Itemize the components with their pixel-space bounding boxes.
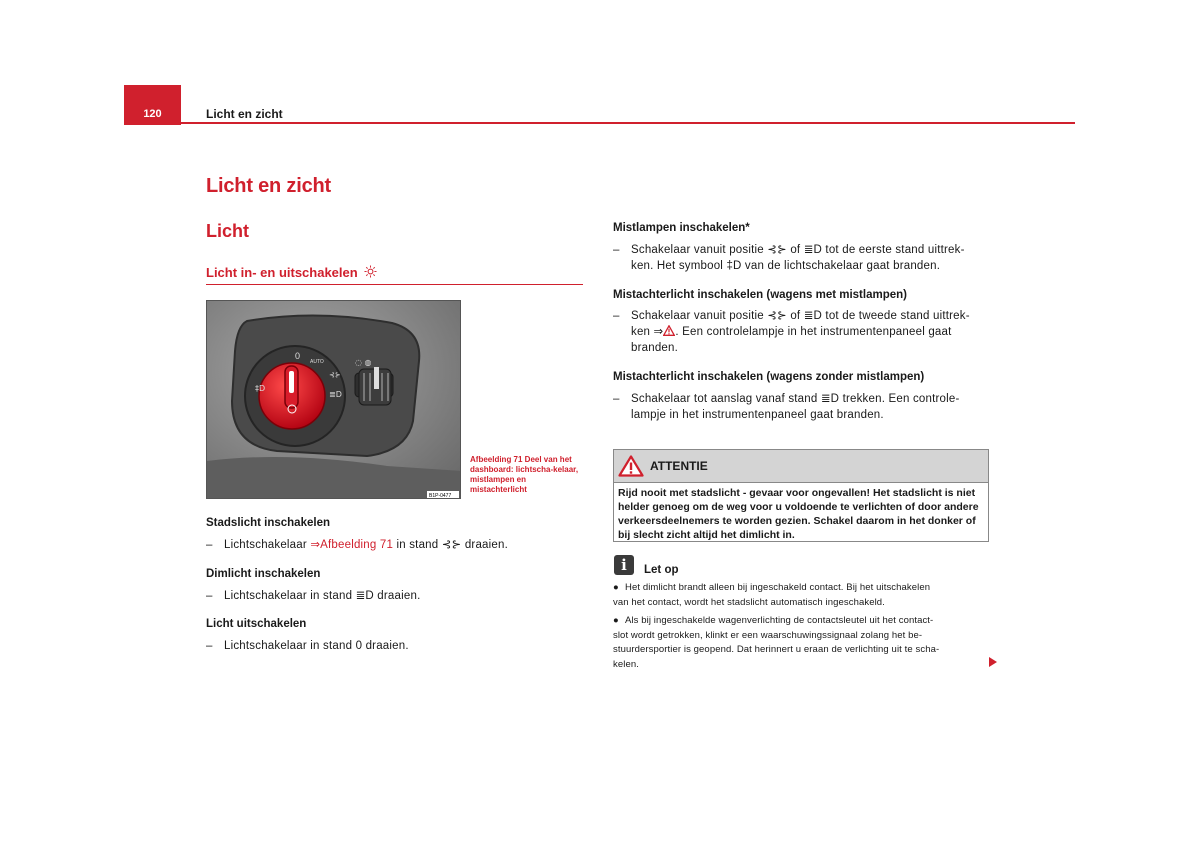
info-icon: i [614,555,634,575]
svg-text:◌ ◍: ◌ ◍ [355,358,372,367]
parking-light-text-pre: Lichtschakelaar [224,539,311,551]
light-switch-figure [206,300,461,499]
dipped-beam-icon: ≣D [329,390,342,399]
parking-light-step [206,537,508,553]
warning-line: bij slecht zicht altijd het dimlicht in. [618,529,795,541]
section-title: Licht [206,221,249,241]
parking-light-text-post: in stand ⊰⊱ draaien. [393,539,508,551]
rear-fog-without-step [613,391,989,423]
warning-line: helder genoeg om de weg voor u voldoende te verlichten of door andere [618,501,979,513]
knob-label-off: 0 [295,351,301,361]
warning-line: Rijd nooit met stadslicht - gevaar voor ongevallen! Het stadslicht is niet [618,487,976,499]
warning-header [614,450,988,483]
note-line: Het dimlicht brandt alleen bij ingeschakeld contact. Bij het uitschakelen [625,582,931,593]
subsection-title [206,265,377,280]
fog-light-icon: ‡D [255,384,266,393]
lights-off-step [206,638,409,654]
lights-off-title: Licht uitschakelen [206,618,307,630]
rear-fog-without-line1: Schakelaar tot aanslag vanaf stand ≣D trekken. Een controle- [631,393,960,405]
note-line: kelen. [613,658,639,670]
fog-lights-step [613,242,989,274]
dash: – [206,590,213,602]
fog-lights-title: Mistlampen inschakelen* [613,222,750,234]
chapter-title: Licht en zicht [206,175,331,197]
warning-text [614,483,988,545]
fog-lights-line2: ken. Het symbool ‡D van de lichtschakelaar gaat branden. [631,260,941,272]
figure-code: B1P-0477 [429,493,452,499]
rear-fog-with-step [613,308,989,356]
dash: – [613,393,620,405]
warning-box [613,449,989,542]
dipped-beam-step [206,588,420,604]
bullet-icon: ● [613,582,619,593]
note-text [613,581,993,672]
figure-link[interactable]: ⇒Afbeelding 71 [310,539,394,551]
subsection-title-text: Licht in- en uitschakelen [206,265,358,280]
running-header: Licht en zicht [206,107,283,121]
dash: – [613,310,620,322]
dipped-beam-text: Lichtschakelaar in stand ≣D draaien. [224,590,421,602]
note-title: Let op [644,564,679,576]
bullet-icon: ● [613,615,619,626]
warning-triangle-icon[interactable] [663,325,675,336]
knob-label-auto: AUTO [310,359,324,365]
note-line: van het contact, wordt het stadslicht automatisch ingeschakeld. [613,596,885,608]
note-line: stuurdersportier is geopend. Dat herinnert u eraan de verlichting uit te scha- [613,644,940,655]
rear-fog-without-title: Mistachterlicht inschakelen (wagens zonder mistlampen) [613,371,925,383]
note-bullet-1 [613,581,993,610]
fog-lights-line1: Schakelaar vanuit positie ⊰⊱ of ≣D tot de eerste stand uittrek- [631,244,965,256]
header-rule [124,122,1075,124]
light-switch-illustration [207,301,461,499]
parking-light-icon: ⊰⊱ [329,371,341,379]
subsection-rule [206,284,583,285]
rear-fog-with-line2 [613,324,989,340]
figure-caption: Afbeelding 71 Deel van het dashboard: lichtscha-kelaar, mistlampen en mistachterlicht [470,455,579,494]
dash: – [206,640,213,652]
sun-icon [364,265,377,278]
note-line: slot wordt getrokken, klinkt er een waarschuwingssignaal zolang het be- [613,629,923,641]
parking-light-title: Stadslicht inschakelen [206,517,330,529]
rear-fog-with-line1: Schakelaar vanuit positie ⊰⊱ of ≣D tot de tweede stand uittrek- [631,310,970,322]
dipped-beam-title: Dimlicht inschakelen [206,568,321,580]
warning-title: ATTENTIE [650,459,708,473]
continue-arrow-icon [989,657,997,667]
lights-off-text: Lichtschakelaar in stand 0 draaien. [224,640,409,652]
rear-fog-with-line2-pre: ken ⇒ [631,326,664,338]
page-number: 120 [143,108,162,120]
note-line: Als bij ingeschakelde wagenverlichting de contactsleutel uit het contact- [625,615,934,626]
rear-fog-with-line3: branden. [631,342,678,354]
page-number-tab [124,85,181,125]
rear-fog-without-line2: lampje in het instrumentenpaneel gaat branden. [631,409,884,421]
dash: – [206,539,213,551]
rear-fog-with-line2-post: . Een controlelampje in het instrumentenpaneel gaat [675,326,952,338]
rear-fog-with-title: Mistachterlicht inschakelen (wagens met mistlampen) [613,289,907,301]
dash: – [613,244,620,256]
note-bullet-2 [613,614,993,672]
warning-line: verkeersdeelnemers te worden gezien. Schakel daarom in het donker of [618,515,976,527]
warning-icon [618,455,644,477]
